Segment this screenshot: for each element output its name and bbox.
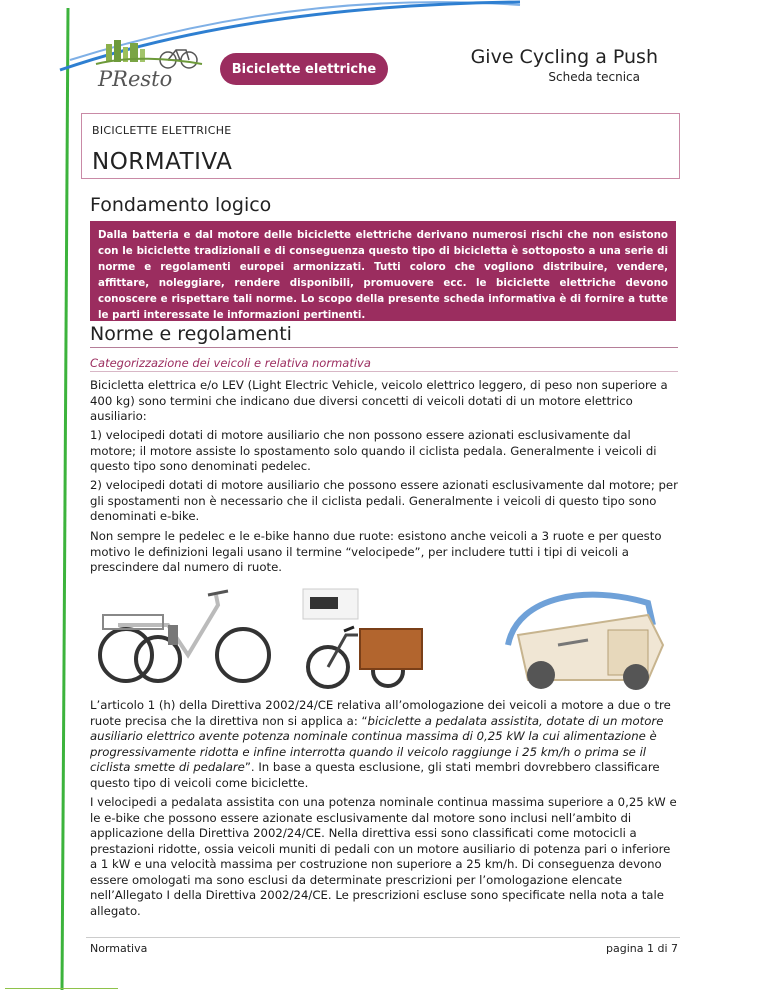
paragraph-1: Bicicletta elettrica e/o LEV (Light Electric Vehicle, veicolo elettrico leggero, di peso non superiore a 400 kg) sono termini che indicano due diversi concetti di veicoli dotati di un motore elettrico ausiliario: xyxy=(90,378,668,423)
footer-rule xyxy=(86,937,680,938)
section-heading-norme: Norme e regolamenti xyxy=(90,323,292,345)
paragraph-5 xyxy=(90,698,680,791)
paragraph-5-end: ”. In base a questa esclusione, gli stati membri dovrebbero classificare questo tipo di veicoli come biciclette. xyxy=(90,760,660,790)
subheading: Categorizzazione dei veicoli e relativa normativa xyxy=(90,356,371,370)
paragraph-4: Non sempre le pedelec e le e-bike hanno due ruote: esistono anche veicoli a 3 ruote e per questo motivo le definizioni legali usano il termine “velocipede”, per includere tutti i tipi di veicoli a prescindere dal numero di ruote. xyxy=(90,529,662,574)
vehicle-images xyxy=(88,585,683,690)
subheading-rule xyxy=(90,371,678,372)
document-title-box xyxy=(81,113,680,179)
brand-title: Give Cycling a Push xyxy=(470,46,658,68)
cargo-tricycle-image xyxy=(303,589,422,687)
electric-tricycle-image xyxy=(100,591,269,681)
brand-subtitle: Scheda tecnica xyxy=(548,70,640,84)
section-heading-fondamento: Fondamento logico xyxy=(90,194,272,216)
bottom-accent-line xyxy=(5,988,118,989)
paragraph-2: 1) velocipedi dotati di motore ausiliario che non possono essere azionati esclusivamente dal motore; il motore assiste lo spostamento solo quando il ciclista pedala. Generalmente i veicoli di questo tipo sono denominati pedelec. xyxy=(90,428,657,473)
velotaxi-image xyxy=(508,595,663,690)
document-title: NORMATIVA xyxy=(92,149,233,175)
document-kicker: BICICLETTE ELETTRICHE xyxy=(92,124,232,137)
intro-box: Dalla batteria e dal motore delle biciclette elettriche derivano numerosi rischi che non esistono con le biciclette tradizionali e di conseguenza questo tipo di bicicletta è sottoposto a una serie di norme e regolamenti europei armonizzati. Tutti coloro che vogliono distribuire, vendere, affittare, noleggiare, rendere disponibili, promuovere ecc. le biciclette elettriche devono conoscere e rispettare tali norme. Lo scopo della presente scheda informativa è di fornire a tutte le parti interessate le informazioni pertinenti. xyxy=(90,221,676,321)
paragraph-6: I velocipedi a pedalata assistita con una potenza nominale continua massima superiore a 0,25 kW e le e-bike che possono essere azionate esclusivamente dal motore sono inclusi nell’ambito di applicazione della Direttiva 2002/24/CE. Nella direttiva essi sono classificati come motocicli a prestazioni ridotte, ossia veicoli muniti di pedali con un motore ausiliario di potenza pari o inferiore a 1 kW e una velocità massima per costruzione non superiore a 25 km/h. Di conseguenza devono essere omologati ma sono esclusi da determinate prescrizioni per l’omologazione elencate nell’Allegato I della Direttiva 2002/24/CE. Le prescrizioni escluse sono specificate nella nota a tale allegato. xyxy=(90,795,677,918)
footer-section-name: Normativa xyxy=(90,942,148,955)
paragraph-5-quote: biciclette a pedalata assistita, dotate di un motore ausiliario elettrico avente potenza nominale continua massima di 0,25 kW la cui alimentazione è progressivamente ridotta e infine interrotta quando il veicolo raggiunge i 25 km/h o prima se il ciclista smette di pedalare xyxy=(90,713,664,774)
presto-logo xyxy=(88,38,208,94)
paragraph-3: 2) velocipedi dotati di motore ausiliario che possono essere azionati esclusivamente dal motore; per gli spostamenti non è necessario che il ciclista pedali. Generalmente i veicoli di questo tipo sono denominati e-bike. xyxy=(90,478,678,523)
footer-page-number: pagina 1 di 7 xyxy=(606,942,678,955)
category-pill: Biciclette elettriche xyxy=(220,53,388,85)
svg-text:PResto: PResto xyxy=(98,67,173,91)
paragraph-5-start: L’articolo 1 (h) della Direttiva 2002/24/CE relativa all’omologazione dei veicoli a motore a due o tre ruote precisa che la direttiva non si applica a: “ xyxy=(90,698,671,728)
section-rule xyxy=(90,347,678,348)
